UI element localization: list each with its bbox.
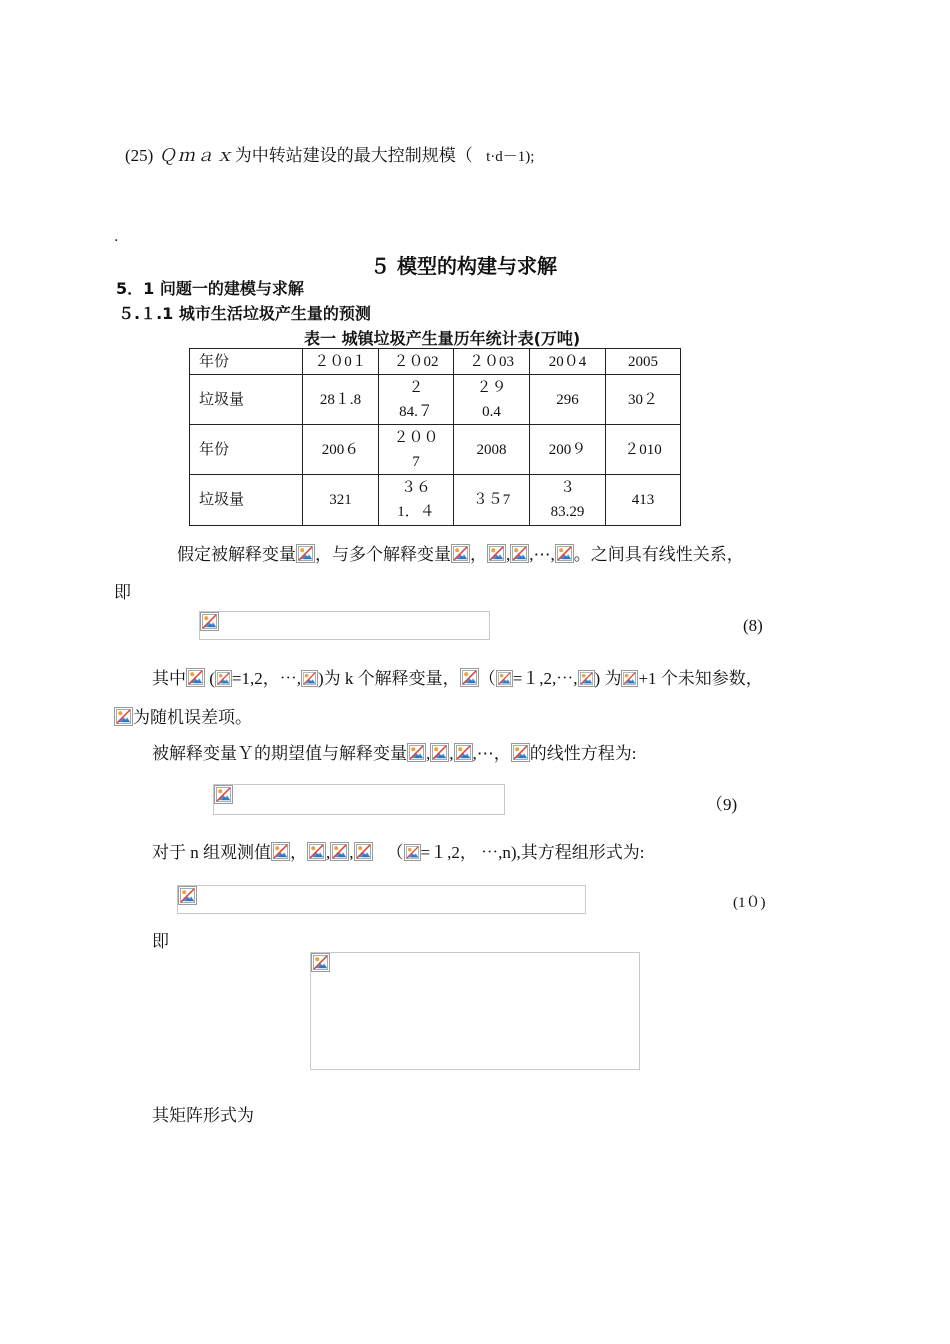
broken-image-icon (307, 842, 326, 861)
line-number: (25) (125, 146, 154, 165)
stray-dot: . (114, 229, 119, 245)
subsection-heading-5-1-1: ５.１.1 城市生活垃圾产生量的预测 (118, 304, 371, 323)
para-text: +1 个未知参数， (638, 669, 763, 688)
para-text: 假定被解释变量 (177, 545, 296, 564)
table-caption: 表一 城镇垃圾产生量历年统计表(万吨) (304, 329, 581, 348)
qmax-unit: t·d－1); (486, 149, 535, 165)
line-25 (125, 141, 534, 166)
table-cell: 年份 (190, 425, 303, 475)
broken-image-icon (404, 844, 421, 861)
broken-image-icon (200, 612, 219, 631)
broken-image-icon (621, 670, 638, 687)
broken-image-icon (460, 668, 479, 687)
table-cell: 200６ (303, 425, 379, 475)
table-cell: ３ 83.29 (530, 475, 606, 526)
para-text: , (506, 545, 511, 564)
table-cell: ３５7 (454, 475, 530, 526)
paragraph-definitions (152, 664, 763, 689)
broken-image-icon (407, 743, 426, 762)
paragraph-expectation (152, 739, 636, 764)
broken-image-icon (311, 953, 330, 972)
equation-10-number: (1０) (733, 895, 766, 911)
para-text: =１,2， ⋯,n),其方程组形式为: (420, 843, 645, 862)
para-text: , (449, 744, 454, 763)
para-text: , (426, 744, 431, 763)
table-cell: 28１.8 (303, 375, 379, 425)
broken-image-icon (354, 842, 373, 861)
table-cell: ２ 84.７ (379, 375, 454, 425)
broken-image-icon (511, 743, 530, 762)
para-text: 对于 n 组观测值 (152, 843, 271, 862)
broken-image-icon (555, 544, 574, 563)
para-text: 的线性方程为: (529, 744, 637, 763)
para-text: )为 k 个解释变量， (318, 669, 460, 688)
broken-image-icon (510, 544, 529, 563)
para-text: 即 (114, 583, 131, 602)
table-cell: ３６ 1．４ (379, 475, 454, 526)
broken-image-icon (330, 842, 349, 861)
para-text: （ (478, 669, 496, 688)
paragraph-observations (152, 838, 644, 863)
equation-8-number: (8) (743, 616, 763, 635)
para-text: =１,2,⋯, (512, 669, 578, 688)
table-cell: ２００ 7 (379, 425, 454, 475)
broken-image-icon (296, 544, 315, 563)
equation-9-image (213, 784, 505, 815)
equation-9-number: （9) (706, 795, 738, 814)
table-cell: ２０02 (379, 349, 454, 375)
table-cell: 2008 (454, 425, 530, 475)
para-text: 为随机误差项。 (133, 708, 252, 727)
para-text: ， (470, 545, 487, 564)
table-cell: 413 (606, 475, 681, 526)
para-text: ( (205, 669, 215, 688)
broken-image-icon (178, 886, 197, 905)
broken-image-icon (578, 670, 595, 687)
table-cell: 垃圾量 (190, 475, 303, 526)
table-cell: 296 (530, 375, 606, 425)
table-cell: 20０4 (530, 349, 606, 375)
equation-10-image (177, 885, 586, 914)
table-cell: 200９ (530, 425, 606, 475)
table-cell: 垃圾量 (190, 375, 303, 425)
para-text: 其中 (152, 669, 186, 688)
broken-image-icon (186, 668, 205, 687)
equation-8-image (199, 611, 490, 640)
broken-image-icon (454, 743, 473, 762)
para-text: ， (290, 843, 307, 862)
para-text: ，与多个解释变量 (315, 545, 451, 564)
paragraph-error-term (114, 703, 252, 728)
table-cell: 2005 (606, 349, 681, 375)
subsection-heading-5-1: 5．1 问题一的建模与求解 (116, 279, 304, 298)
table-cell: ２０03 (454, 349, 530, 375)
table-cell: ２010 (606, 425, 681, 475)
table-cell: 30２ (606, 375, 681, 425)
broken-image-icon (451, 544, 470, 563)
table-cell: ２９ 0.4 (454, 375, 530, 425)
table-row (190, 425, 681, 475)
qmax-description: 为中转站建设的最大控制规模（ (234, 146, 473, 166)
broken-image-icon (430, 743, 449, 762)
para-text: （ (386, 843, 404, 862)
table-row (190, 375, 681, 425)
broken-image-icon (496, 670, 513, 687)
para-text: 即 (152, 932, 169, 951)
para-text: ,⋯, (529, 545, 555, 564)
paragraph-assumption (177, 540, 744, 565)
table-row (190, 349, 681, 375)
section-title: ５ 模型的构建与求解 (370, 254, 557, 278)
table-cell: ２０0１ (303, 349, 379, 375)
matrix-form-text: 其矩阵形式为 (152, 1106, 254, 1125)
para-text: , (326, 843, 331, 862)
broken-image-icon (271, 842, 290, 861)
broken-image-icon (214, 785, 233, 804)
garbage-stats-table (189, 348, 681, 526)
broken-image-icon (114, 707, 133, 726)
para-text: , (349, 843, 354, 862)
broken-image-icon (487, 544, 506, 563)
para-text: =1,2，⋯, (231, 669, 302, 688)
para-text: 被解释变量Ｙ的期望值与解释变量 (152, 744, 407, 763)
para-text: ) 为 (594, 669, 622, 688)
broken-image-icon (301, 670, 318, 687)
para-text: 。之间具有线性关系， (573, 545, 744, 564)
equation-system-image (310, 952, 640, 1070)
para-text: ,⋯， (472, 744, 511, 763)
table-row (190, 475, 681, 526)
qmax-symbol: Ｑｍａｘ (158, 146, 235, 166)
broken-image-icon (215, 670, 232, 687)
table-cell: 321 (303, 475, 379, 526)
table-cell: 年份 (190, 349, 303, 375)
